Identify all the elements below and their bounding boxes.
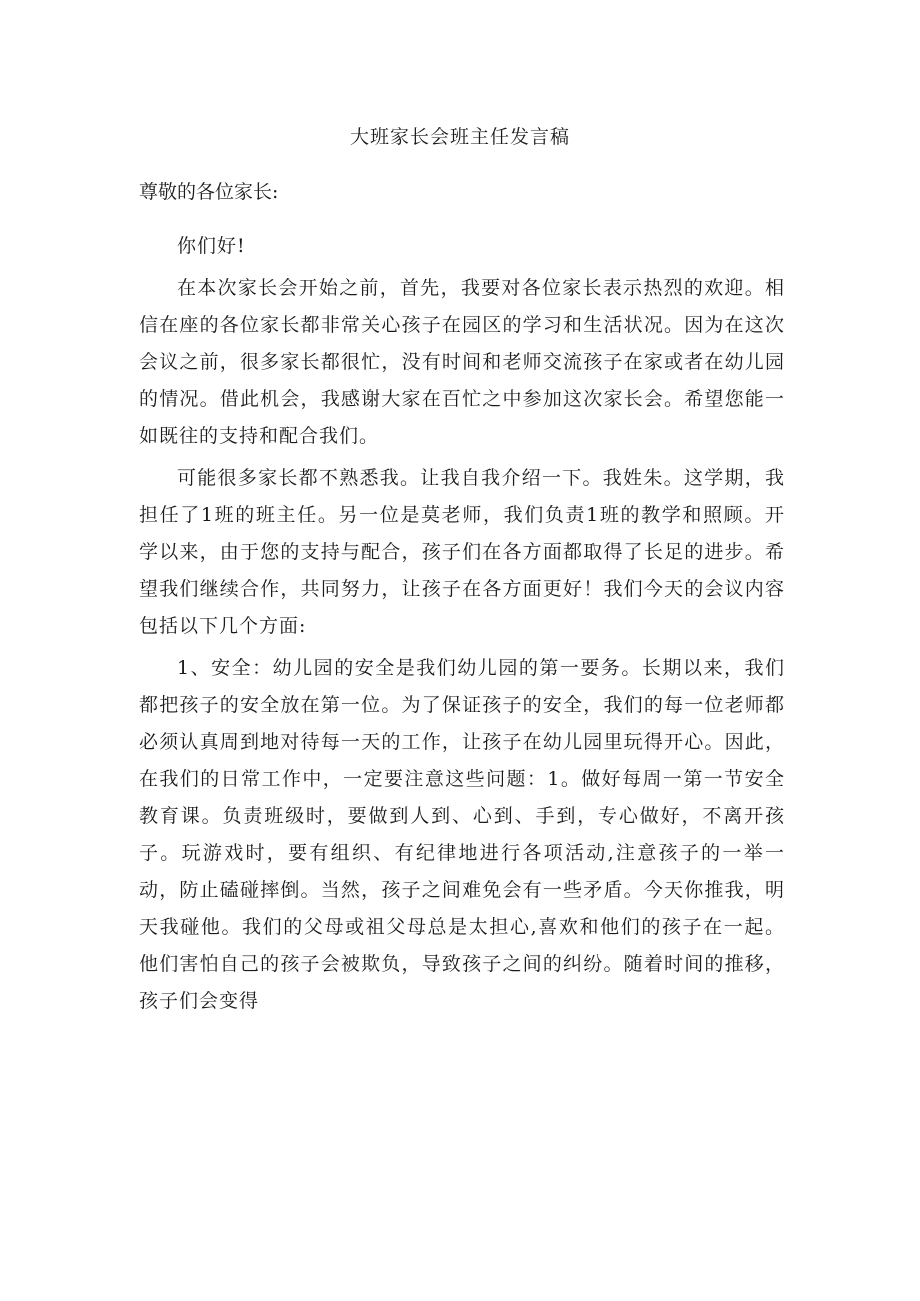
paragraph-introduction: 可能很多家长都不熟悉我。让我自我介绍一下。我姓朱。这学期，我担任了1班的班主任。另一位是莫老师，我们负责1班的教学和照顾。开学以来，由于您的支持与配合，孩子们在各方面都取得了长足的进步。希望我们继续合作，共同努力，让孩子在各方面更好！我们今天的会议内容包括以下几个方面: (139, 467, 785, 637)
salutation: 尊敬的各位家长: (139, 181, 279, 203)
document-title: 大班家长会班主任发言稿 (349, 126, 570, 148)
paragraph-welcome: 在本次家长会开始之前，首先，我要对各位家长表示热烈的欢迎。相信在座的各位家长都非常关心孩子在园区的学习和生活状况。因为在这次会议之前，很多家长都很忙，没有时间和老师交流孩子在家或者在幼儿园的情况。借此机会，我感谢大家在百忙之中参加这次家长会。希望您能一如既往的支持和配合我们。 (139, 277, 785, 447)
paragraph-greeting: 你们好! (177, 235, 246, 257)
paragraph-safety: 1、安全：幼儿园的安全是我们幼儿园的第一要务。长期以来，我们都把孩子的安全放在第一位。为了保证孩子的安全，我们的每一位老师都必须认真周到地对待每一天的工作，让孩子在幼儿园里玩得开心。因此，在我们的日常工作中，一定要注意这些问题：1。做好每周一第一节安全教育课。负责班级时，要做到人到、心到、手到，专心做好，不离开孩子。玩游戏时，要有组织、有纪律地进行各项活动,注意孩子的一举一动，防止磕碰摔倒。当然，孩子之间难免会有一些矛盾。今天你推我，明天我碰他。我们的父母或祖父母总是太担心,喜欢和他们的孩子在一起。他们害怕自己的孩子会被欺负，导致孩子之间的纠纷。随着时间的推移，孩子们会变得 (139, 657, 785, 1012)
document-body (139, 228, 785, 1020)
